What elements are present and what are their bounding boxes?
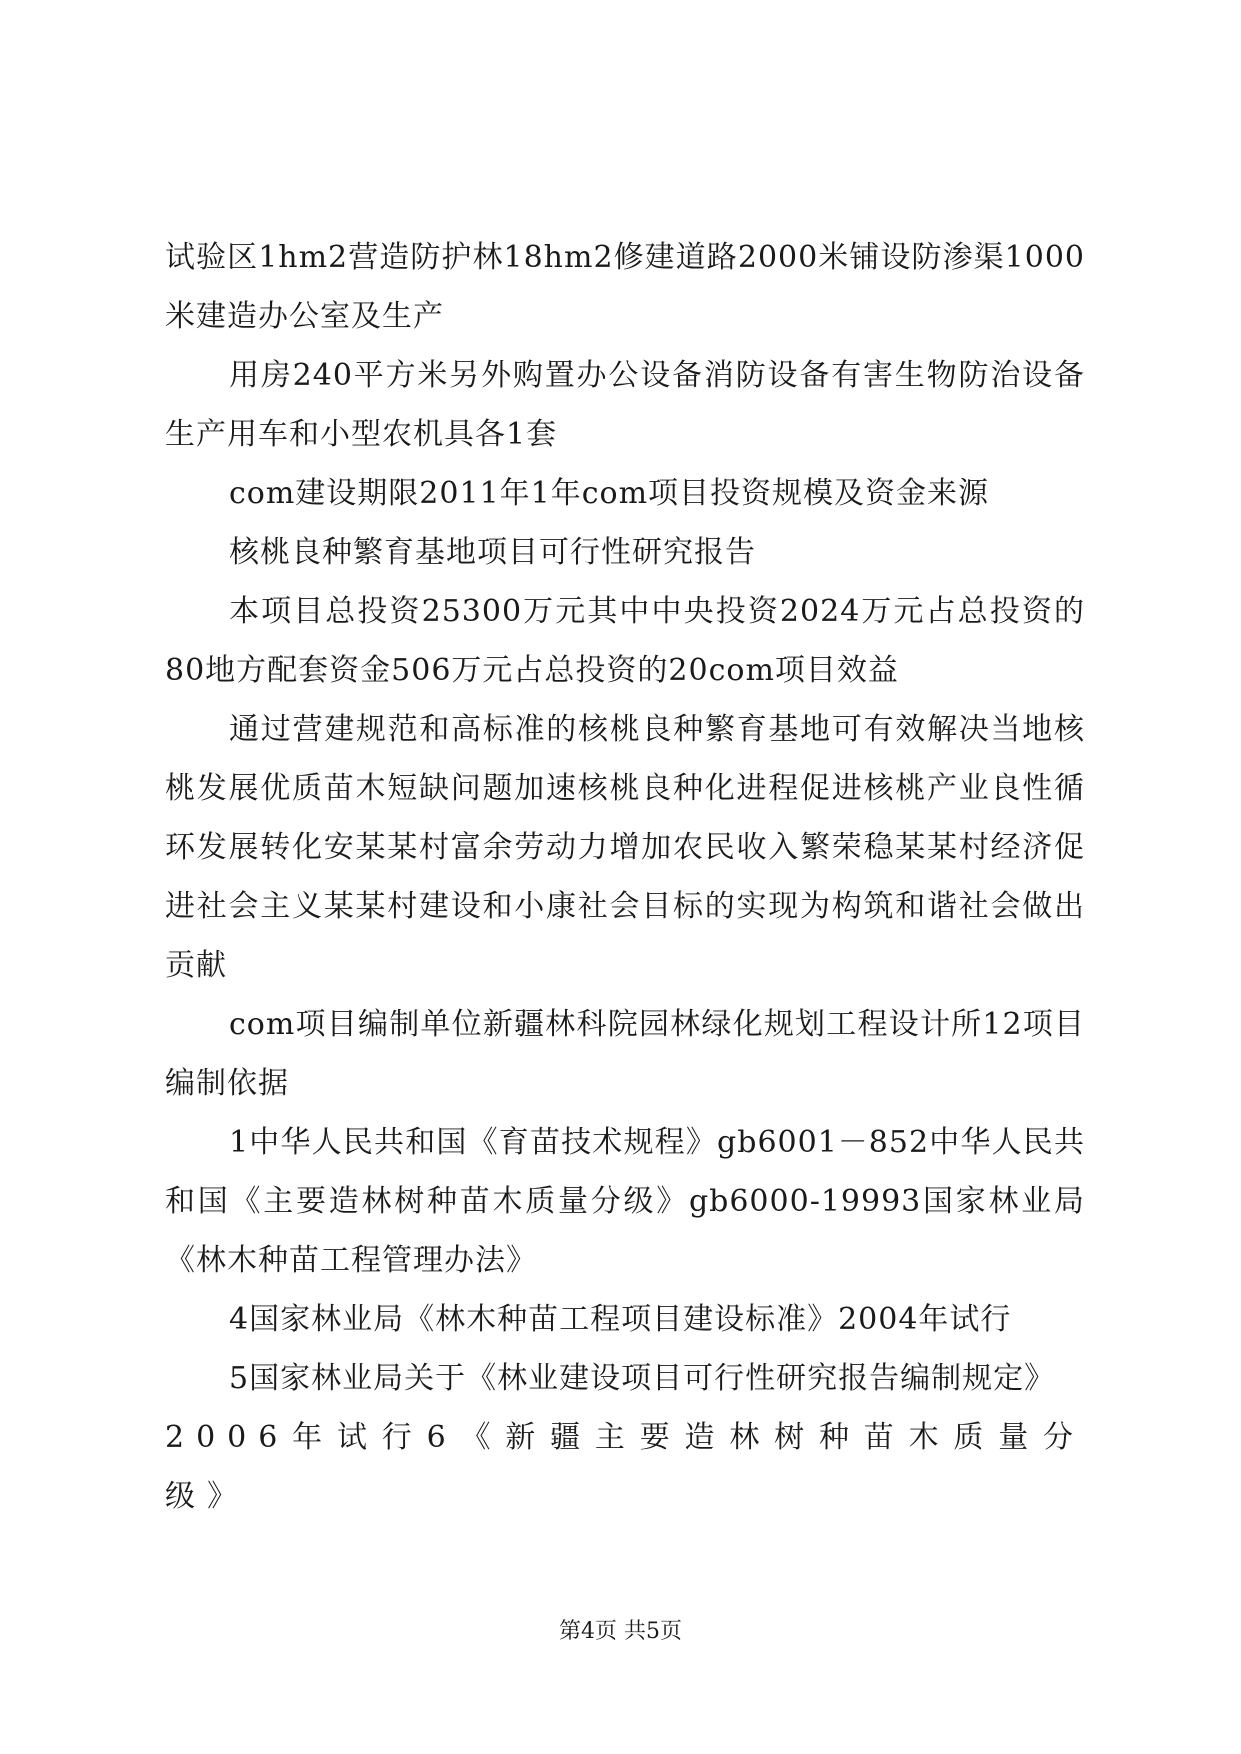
paragraph-9: 4国家林业局《林木种苗工程项目建设标准》2004年试行 <box>229 1302 1012 1337</box>
paragraph-4: 核桃良种繁育基地项目可行性研究报告 <box>229 535 756 570</box>
paragraph-7: com项目编制单位新疆林科院园林绿化规划工程设计所12项目编制依据 <box>165 1007 1085 1101</box>
paragraph-1: 试验区1hm2营造防护林18hm2修建道路2000米铺设防渗渠1000米建造办公室及生产 <box>165 240 1085 334</box>
paragraph-10: 5国家林业局关于《林业建设项目可行性研究报告编制规定》 <box>229 1361 1056 1396</box>
page-number-footer: 第4页 共5页 <box>559 1619 682 1644</box>
paragraph-3: com建设期限2011年1年com项目投资规模及资金来源 <box>229 476 990 511</box>
document-body <box>165 228 1085 1526</box>
paragraph-8: 1中华人民共和国《育苗技术规程》gb6001－852中华人民共和国《主要造林树种苗木质量分级》gb6000-19993国家林业局《林木种苗工程管理办法》 <box>165 1125 1085 1278</box>
paragraph-5: 本项目总投资25300万元其中中央投资2024万元占总投资的80地方配套资金506万元占总投资的20com项目效益 <box>165 594 1085 688</box>
paragraph-11: 2006年试行6《新疆主要造林树种苗木质量分级》 <box>165 1420 1085 1514</box>
paragraph-2: 用房240平方米另外购置办公设备消防设备有害生物防治设备生产用车和小型农机具各1套 <box>165 358 1085 452</box>
paragraph-6: 通过营建规范和高标准的核桃良种繁育基地可有效解决当地核桃发展优质苗木短缺问题加速核桃良种化进程促进核桃产业良性循环发展转化安某某村富余劳动力增加农民收入繁荣稳某某村经济促进社会主义某某村建设和小康社会目标的实现为构筑和谐社会做出贡献 <box>165 712 1085 983</box>
